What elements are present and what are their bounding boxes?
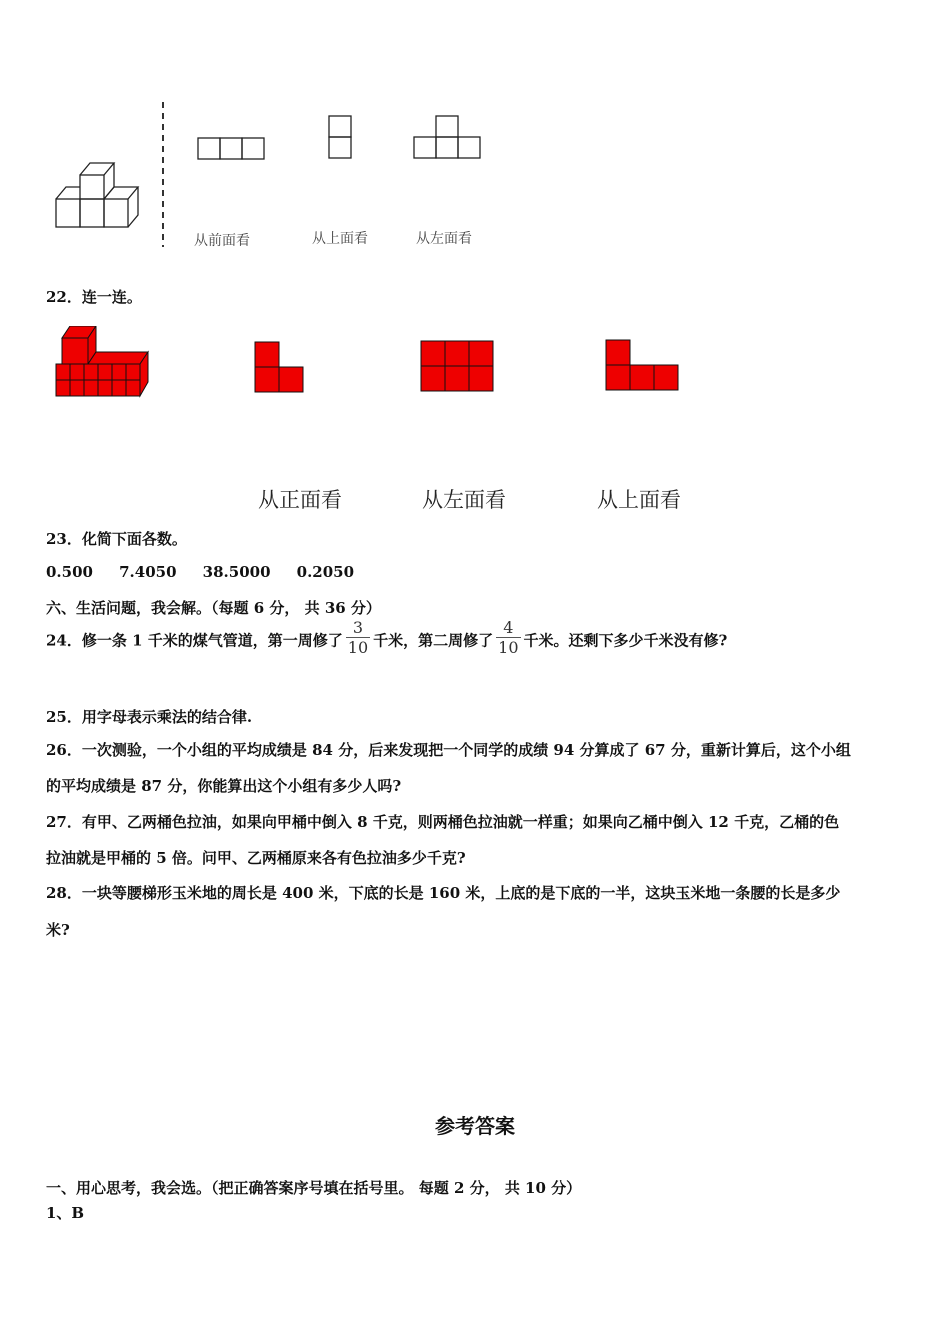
section1-heading: 一、用心思考，我会选。（把正确答案序号填在括号里。 每题 2 分， 共 10 分） [46,1179,582,1197]
q24-part3: 千米。还剩下多少千米没有修? [523,631,728,650]
red-view-long-l-shape [605,339,681,391]
q23-text: 23．化简下面各数。 [46,530,187,548]
q23-numbers [46,563,354,581]
front-view-drawing [196,136,268,162]
q26-line2: 的平均成绩是 87 分，你能算出这个小组有多少人吗? [46,777,402,795]
q22-left-caption: 从左面看 [422,488,506,512]
q24-part1: 24．修一条 1 千米的煤气管道，第一周修了 [46,631,343,650]
q22-front-caption: 从正面看 [258,488,342,512]
q27-line1: 27．有甲、乙两桶色拉油，如果向甲桶中倒入 8 千克，则两桶色拉油就一样重；如果向乙桶中倒入 12 千克，乙桶的色 [46,813,840,831]
q23-number: 7.4050 [119,563,177,581]
frac1-denominator: 10 [347,638,369,657]
q26-line1: 26．一次测验，一个小组的平均成绩是 84 分，后来发现把一个同学的成绩 94 分算成了 67 分，重新计算后，这个小组 [46,741,851,759]
frac2-numerator: 4 [496,618,520,638]
section6-heading: 六、生活问题，我会解。（每题 6 分， 共 36 分） [46,599,381,617]
red-solid-figure [52,326,152,400]
left-view-caption: 从左面看 [416,231,472,247]
top-view-caption: 从上面看 [312,231,368,247]
q25-text: 25．用字母表示乘法的结合律. [46,708,253,726]
dashed-divider [158,102,168,247]
left-view-drawing [412,114,484,162]
solid-figure-drawing [50,155,150,235]
q23-number: 0.2050 [296,563,355,581]
fraction-4-10 [496,618,520,657]
q28-line1: 28．一块等腰梯形玉米地的周长是 400 米，下底的长是 160 米，上底的是下底的一半，这块玉米地一条腰的长是多少 [46,884,841,902]
answer-1: 1、B [46,1204,85,1222]
frac1-numerator: 3 [346,618,370,638]
q24-text [46,618,728,661]
answer-title: 参考答案 [435,1114,515,1138]
front-view-caption: 从前面看 [194,233,250,249]
frac2-denominator: 10 [498,638,519,657]
fraction-3-10 [346,618,370,657]
red-view-rectangle [420,340,496,392]
q22-text: 22．连一连。 [46,288,142,306]
q28-line2: 米? [46,921,70,939]
top-view-drawing [327,114,355,162]
red-view-l-shape [254,341,306,393]
q23-number: 0.500 [46,563,93,581]
q27-line2: 拉油就是甲桶的 5 倍。问甲、乙两桶原来各有色拉油多少千克? [46,849,466,867]
q22-top-caption: 从上面看 [597,488,681,512]
q23-number: 38.5000 [202,563,271,581]
q24-part2: 千米，第二周修了 [373,631,494,650]
